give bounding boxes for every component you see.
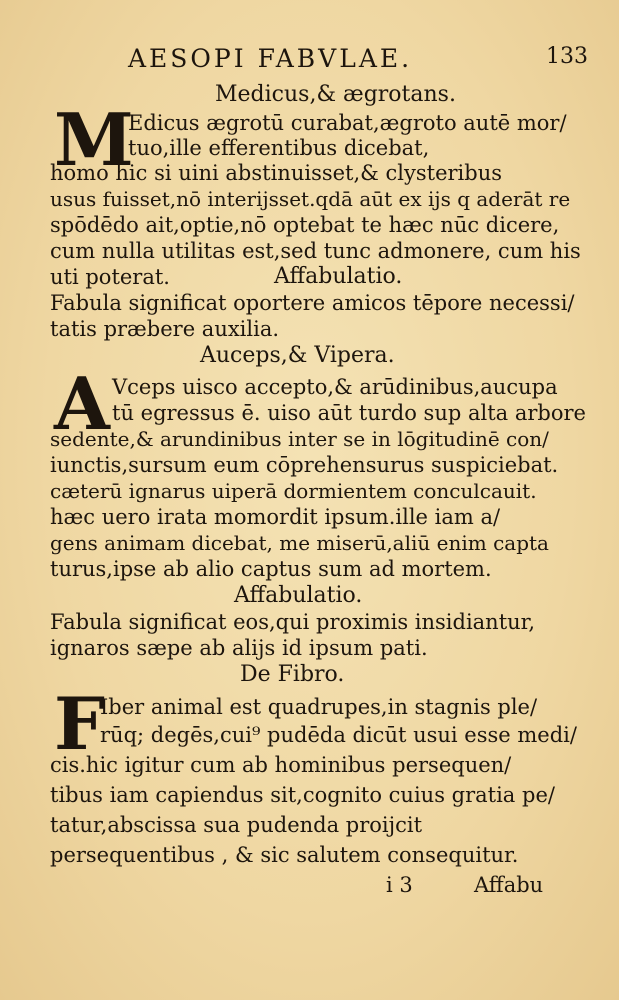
text-line: Iber animal est quadrupes,in stagnis ple/ [100, 695, 538, 719]
catchword: Affabu [474, 873, 544, 897]
text-line: persequentibus , & sic salutem consequitur. [50, 843, 519, 867]
text-line: tatur,abscissa sua pudenda proijcit [50, 813, 423, 837]
text-line: usus fuisset,nō interijsset.qdā aūt ex ijs q aderāt re [50, 187, 571, 211]
text-line: cum nulla utilitas est,sed tunc admonere, cum his [50, 239, 581, 263]
text-line: turus,ipse ab alio captus sum ad mortem. [50, 557, 492, 581]
moral-line: ignaros sæpe ab alijs id ipsum pati. [50, 636, 428, 660]
text-line: tū egressus ē. uiso aūt turdo sup alta arbore [112, 401, 586, 425]
text-line: hæc uero irata momordit ipsum.ille iam a/ [50, 505, 501, 529]
text-line: rūq; degēs,cui⁹ pudēda dicūt usui esse medi/ [100, 723, 577, 747]
text-line: Edicus ægrotū curabat,ægroto autē mor/ [128, 111, 567, 135]
text-line: Vceps uisco accepto,& arūdinibus,aucupa [112, 375, 558, 399]
moral-line: Fabula significat oportere amicos tēpore necessi/ [50, 291, 575, 315]
page-number: 133 [546, 44, 588, 69]
fable-title: Medicus,& ægrotans. [215, 82, 456, 107]
text-line: iunctis,sursum eum cōprehensurus suspiciebat. [50, 453, 559, 477]
text-line: tuo,ille efferentibus dicebat, [128, 136, 430, 160]
text-line: spōdēdo ait,optie,nō optebat te hæc nūc dicere, [50, 213, 560, 237]
moral-line: Fabula significat eos,qui proximis insidiantur, [50, 610, 536, 634]
fable-title: De Fibro. [240, 662, 345, 687]
text-line: cæterū ignarus uiperā dormientem conculcauit. [50, 479, 537, 503]
fable-title: Auceps,& Vipera. [200, 343, 395, 368]
text-line: gens animam dicebat, me miserū,aliū enim capta [50, 531, 549, 555]
moral-line: tatis præbere auxilia. [50, 317, 280, 341]
text-line: homo hic si uini abstinuisset,& clysteribus [50, 161, 503, 185]
running-head [0, 44, 619, 76]
drop-cap-initial: F [54, 681, 106, 766]
running-head-title: AESOPI FABVLAE. [128, 44, 413, 73]
drop-cap-initial: A [54, 361, 110, 446]
affabulatio-heading: Affabulatio. [234, 583, 363, 608]
text-line: tibus iam capiendus sit,cognito cuius gratia pe/ [50, 783, 555, 807]
affabulatio-heading: Affabulatio. [274, 264, 403, 289]
text-line: uti poterat. [50, 265, 170, 289]
text-line: sedente,& arundinibus inter se in lōgitudinē con/ [50, 427, 549, 451]
drop-cap-initial: M [54, 97, 134, 182]
text-line: cis.hic igitur cum ab hominibus persequen/ [50, 753, 512, 777]
signature-mark: i 3 [386, 873, 413, 897]
